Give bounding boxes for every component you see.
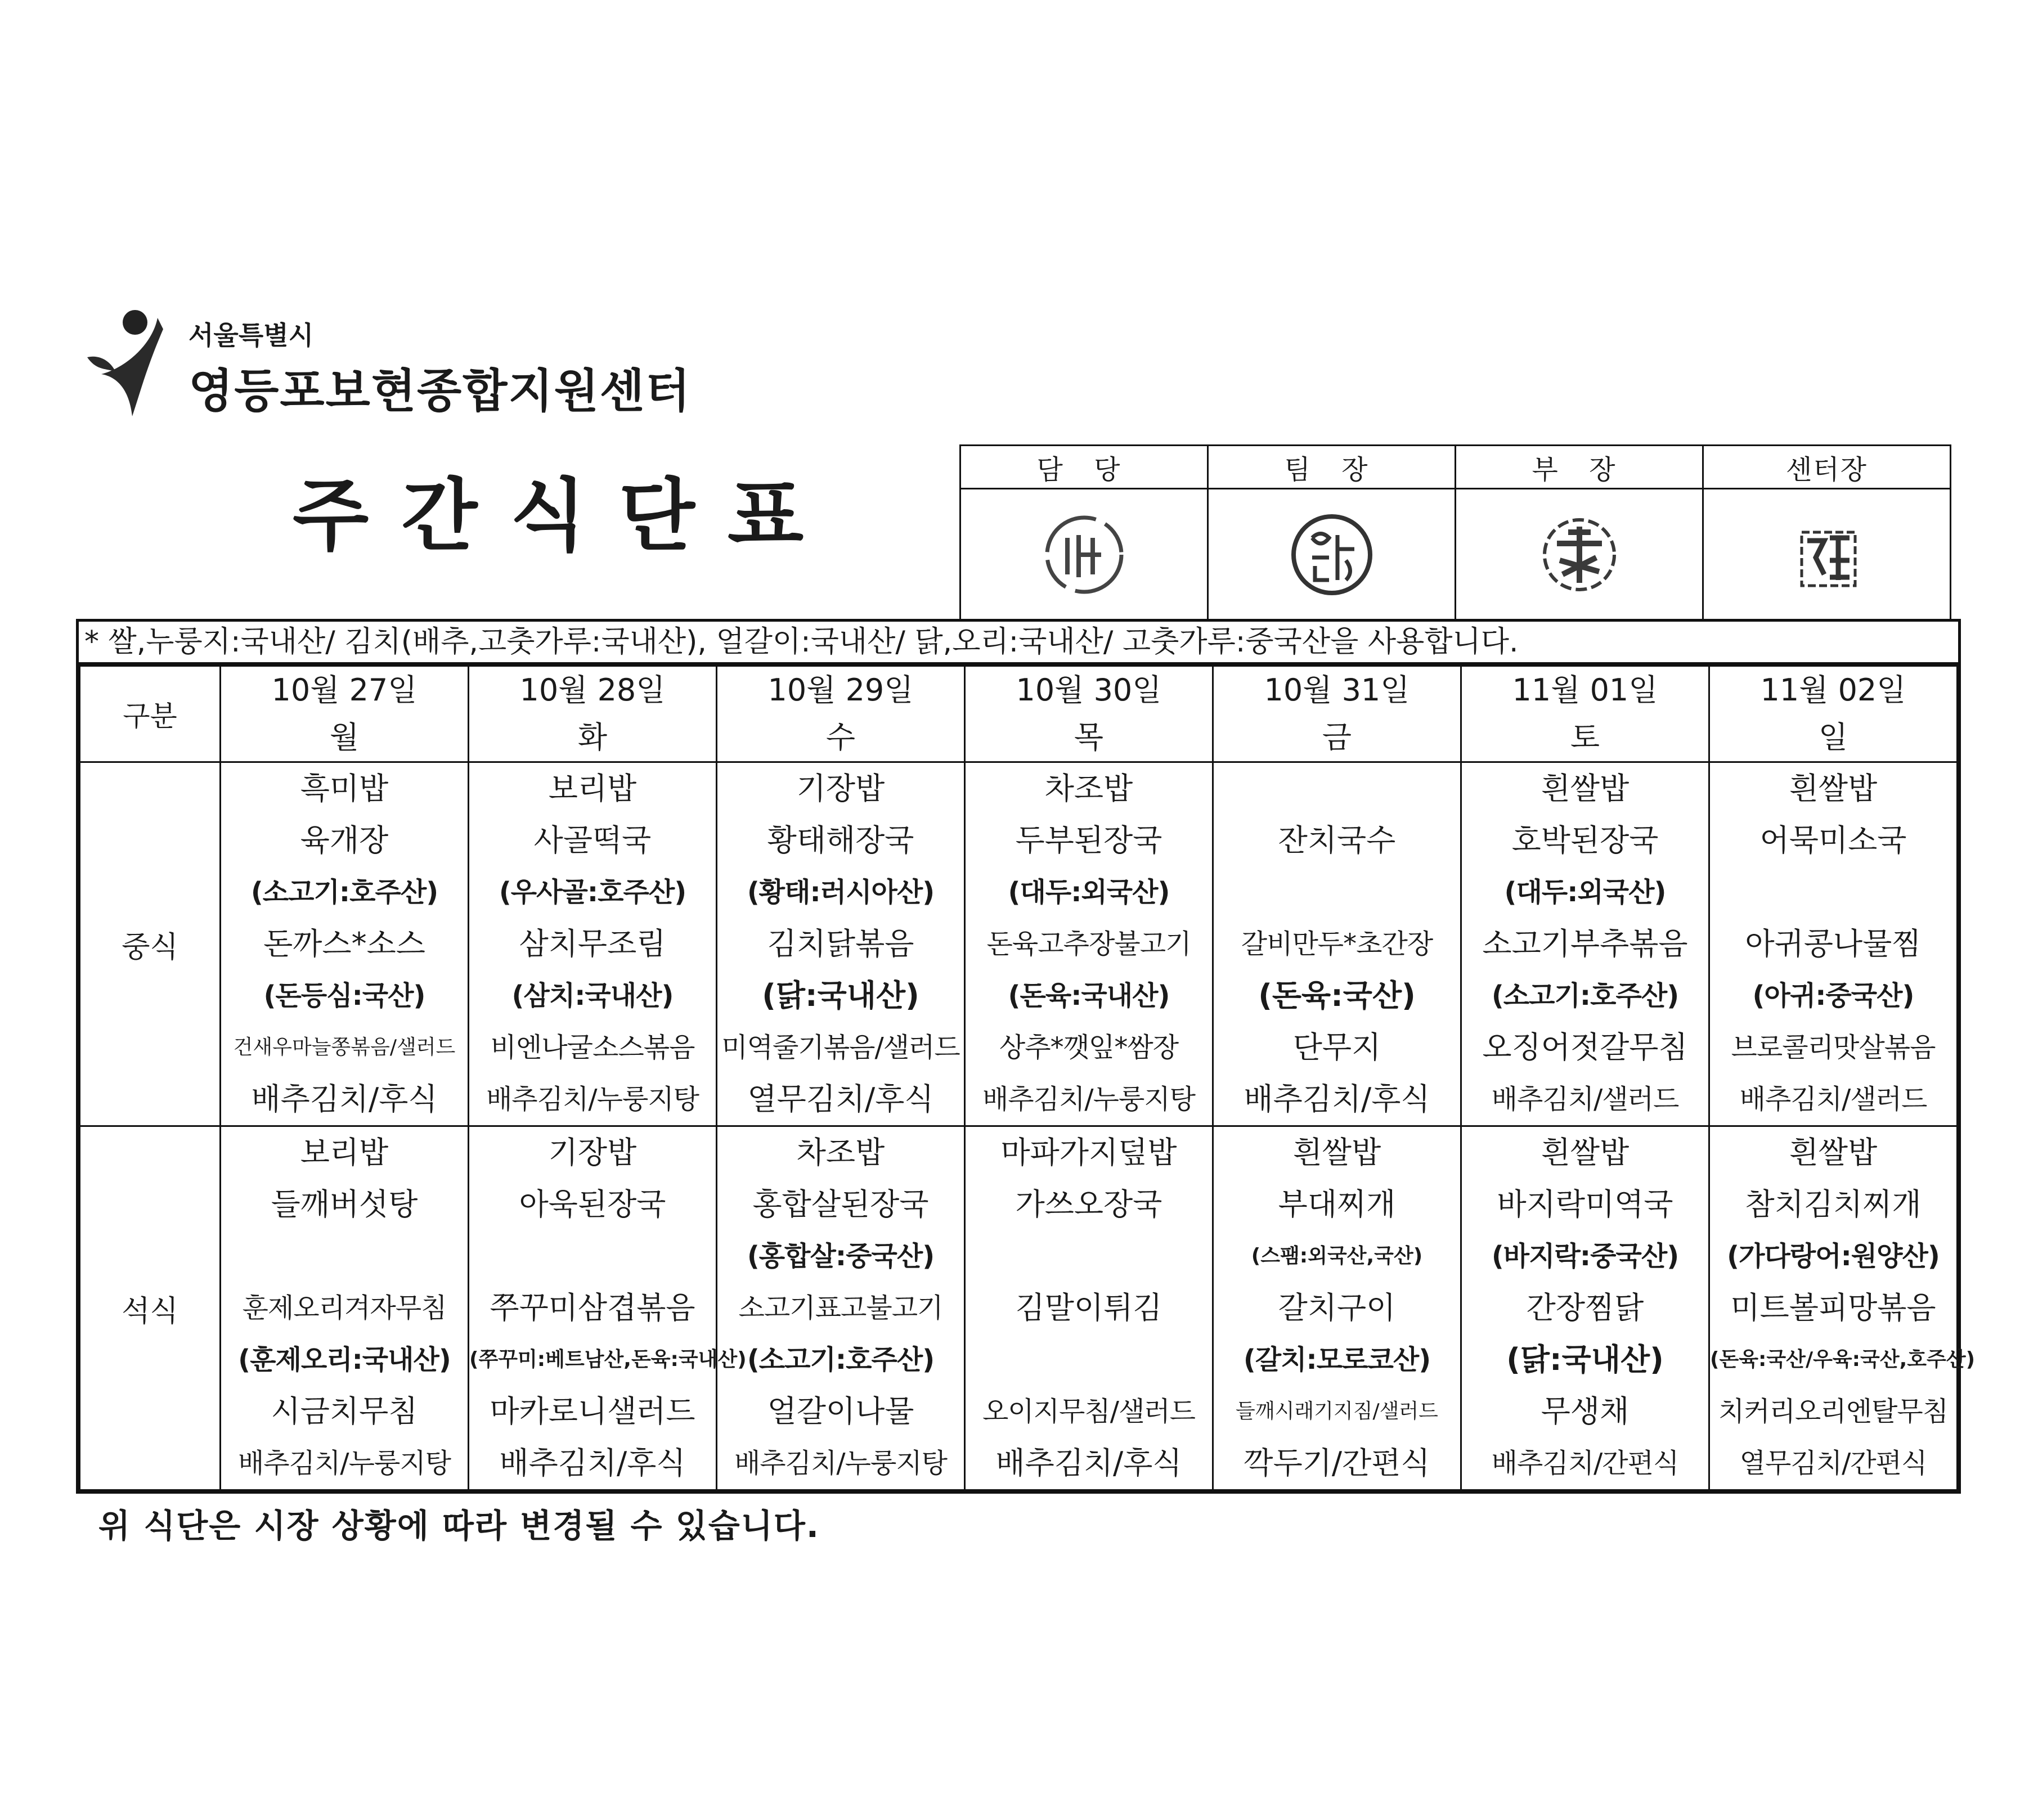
menu-footnote: 위 식단은 시장 상황에 따라 변경될 수 있습니다.	[98, 1507, 820, 1545]
origin-label: (닭:국내산)	[1506, 1342, 1664, 1377]
menu-item: 열무김치/간편식	[1739, 1448, 1927, 1479]
dinner-day-cell	[717, 1126, 965, 1490]
approval-stamp-cell	[1456, 489, 1703, 621]
menu-item: 흰쌀밥	[1541, 1135, 1630, 1170]
menu-item	[1710, 866, 1956, 918]
menu-item: 기장밥	[548, 1135, 637, 1170]
menu-item: 시금치무침	[271, 1394, 418, 1429]
menu-item: 마카로니샐러드	[490, 1394, 695, 1429]
approval-stamp-cell	[1208, 489, 1456, 621]
menu-item: 배추김치/후식	[1244, 1081, 1430, 1117]
lunch-label: 중식	[80, 762, 221, 1126]
menu-item: 간장찜닭	[1526, 1290, 1644, 1325]
origin-label: (황태:러시아산)	[747, 877, 935, 908]
menu-item: 배추김치/샐러드	[1491, 1084, 1679, 1115]
dinner-label: 석식	[80, 1126, 221, 1490]
day-header	[1709, 666, 1958, 762]
menu-item: 아욱된장국	[519, 1187, 666, 1222]
day-date: 10월 27일	[271, 672, 418, 708]
menu-item	[966, 1230, 1212, 1282]
menu-item: 들깨시래기지짐/샐러드	[1236, 1400, 1438, 1423]
origin-label: (소고기:호주산)	[747, 1344, 935, 1376]
menu-item	[469, 1230, 716, 1282]
seal-stamp-icon	[1529, 504, 1630, 605]
origin-label: (대두:외국산)	[1008, 877, 1170, 908]
menu-item: 단무지	[1292, 1030, 1381, 1065]
menu-item: 배추김치/후식	[499, 1445, 686, 1481]
seal-stamp-icon	[1034, 504, 1135, 605]
menu-item: 브로콜리맛살볶음	[1731, 1032, 1936, 1063]
day-of-week: 수	[825, 720, 856, 755]
day-date: 10월 31일	[1264, 672, 1410, 708]
menu-item: 부대찌개	[1278, 1187, 1396, 1222]
day-of-week: 목	[1074, 720, 1104, 755]
day-date: 10월 29일	[767, 672, 914, 708]
menu-item: 두부된장국	[1015, 823, 1162, 858]
menu-item: 열무김치/후식	[747, 1081, 934, 1117]
origin-label: (홍합살:중국산)	[747, 1241, 935, 1272]
menu-item: 비엔나굴소스볶음	[490, 1032, 695, 1063]
origin-notice: * 쌀,누룽지:국내산/ 김치(배추,고춧가루:국내산), 얼갈이:국내산/ 닭,오리:국내산/ 고춧가루:중국산을 사용합니다.	[79, 622, 1958, 665]
menu-item: 소고기표고불고기	[738, 1292, 943, 1324]
approval-label-manager: 부 장	[1456, 446, 1703, 489]
menu-item: 건새우마늘쫑볶음/샐러드	[233, 1036, 456, 1059]
menu-item: 보리밥	[300, 1135, 389, 1170]
menu-item: 잔치국수	[1278, 823, 1396, 858]
origin-label: (대두:외국산)	[1504, 877, 1666, 908]
weekly-menu	[76, 619, 1976, 1494]
origin-label: (소고기:호주산)	[250, 877, 438, 908]
origin-label: (돈등심:국산)	[263, 980, 425, 1012]
menu-item: 흑미밥	[300, 771, 389, 806]
day-header	[221, 666, 469, 762]
page-title: 주간식단표	[293, 470, 837, 562]
day-header	[469, 666, 717, 762]
menu-item: 흰쌀밥	[1292, 1135, 1381, 1170]
seal-stamp-icon	[1281, 504, 1382, 605]
menu-item: 갈치구이	[1278, 1290, 1396, 1325]
menu-item: 돈까스*소스	[263, 926, 425, 961]
origin-label: (스팸:외국산,국산)	[1251, 1244, 1423, 1268]
approval-stamp-cell	[960, 489, 1208, 621]
origin-label: (쭈꾸미:베트남산,돈육:국내산)	[469, 1348, 747, 1371]
day-header	[717, 666, 965, 762]
menu-item: 미트볼피망볶음	[1730, 1290, 1936, 1325]
menu-item: 보리밥	[548, 771, 637, 806]
origin-label: (돈육:국산)	[1258, 978, 1416, 1013]
day-of-week: 토	[1570, 720, 1600, 755]
menu-item	[1214, 866, 1460, 918]
menu-item: 배추김치/후식	[995, 1445, 1182, 1481]
menu-item	[1214, 763, 1460, 815]
menu-item: 사골떡국	[533, 823, 652, 858]
menu-item: 가쓰오장국	[1015, 1187, 1162, 1222]
menu-item: 흰쌀밥	[1789, 771, 1878, 806]
lunch-day-cell	[221, 762, 469, 1126]
menu-item: 배추김치/후식	[251, 1081, 438, 1117]
origin-label: (삼치:국내산)	[511, 980, 674, 1012]
dinner-day-cell	[1709, 1126, 1976, 1490]
seal-stamp-icon	[1776, 504, 1878, 605]
menu-item: 삼치무조림	[519, 926, 666, 961]
menu-item: 배추김치/누룽지탕	[734, 1448, 948, 1479]
menu-item: 김말이튀김	[1015, 1290, 1162, 1325]
menu-item: 김치닭볶음	[767, 926, 914, 961]
menu-item: 기장밥	[796, 771, 885, 806]
menu-item: 황태해장국	[767, 823, 914, 858]
menu-item: 배추김치/샐러드	[1739, 1084, 1927, 1115]
day-header	[1461, 666, 1709, 762]
approval-stamp-cell	[1703, 489, 1951, 621]
menu-item: 들깨버섯탕	[271, 1187, 418, 1222]
lunch-day-cell	[717, 762, 965, 1126]
lunch-day-cell	[469, 762, 717, 1126]
menu-item: 차조밥	[1044, 771, 1133, 806]
menu-item: 육개장	[300, 823, 389, 858]
day-date: 11월 01일	[1512, 672, 1658, 708]
approval-box	[959, 444, 1951, 622]
origin-label: (바지락:중국산)	[1491, 1241, 1679, 1272]
menu-item: 소고기부추볶음	[1482, 926, 1688, 961]
menu-item: 얼갈이나물	[767, 1394, 914, 1429]
header-row	[80, 666, 1958, 762]
menu-item: 미역줄기볶음/샐러드	[721, 1032, 960, 1063]
day-of-week: 금	[1322, 720, 1352, 755]
menu-item: 오징어젓갈무침	[1482, 1030, 1688, 1065]
origin-label: (가다랑어:원양산)	[1727, 1241, 1940, 1272]
menu-item: 배추김치/누룽지탕	[237, 1448, 451, 1479]
menu-item: 배추김치/누룽지탕	[982, 1084, 1196, 1115]
lunch-day-cell	[1709, 762, 1958, 1126]
menu-item: 배추김치/누룽지탕	[486, 1084, 699, 1115]
menu-item: 흰쌀밥	[1789, 1135, 1878, 1170]
dinner-day-cell	[221, 1126, 469, 1490]
day-of-week: 일	[1818, 720, 1848, 755]
menu-item: 갈비만두*초간장	[1241, 928, 1433, 960]
origin-label: (닭:국내산)	[762, 978, 919, 1013]
day-date: 10월 30일	[1016, 672, 1162, 708]
approval-label-staff: 담 당	[960, 446, 1208, 489]
menu-item: 배추김치/간편식	[1491, 1448, 1679, 1479]
menu-table	[79, 665, 1976, 1491]
day-date: 10월 28일	[519, 672, 666, 708]
menu-item: 깍두기/간편식	[1244, 1445, 1430, 1481]
menu-item: 오이지무침/샐러드	[982, 1396, 1196, 1427]
menu-item: 쭈꾸미삼겹볶음	[490, 1290, 695, 1325]
menu-item: 바지락미역국	[1497, 1187, 1673, 1222]
menu-item: 무생채	[1541, 1394, 1630, 1429]
menu-item	[966, 1334, 1212, 1386]
menu-item: 훈제오리겨자무침	[242, 1292, 447, 1324]
menu-item: 호박된장국	[1511, 823, 1659, 858]
dinner-day-cell	[1461, 1126, 1709, 1490]
day-date: 11월 02일	[1760, 672, 1906, 708]
origin-label: (갈치:모로코산)	[1243, 1344, 1431, 1376]
lunch-day-cell	[1213, 762, 1461, 1126]
menu-item: 홍합살된장국	[752, 1187, 929, 1222]
approval-label-director: 센터장	[1703, 446, 1951, 489]
origin-label: (돈육:국산/우육:국산,호주산)	[1710, 1348, 1976, 1371]
org-name: 영등포보현종합지원센터	[188, 365, 692, 418]
lunch-day-cell	[1461, 762, 1709, 1126]
menu-item: 마파가지덮밥	[1000, 1135, 1177, 1170]
origin-label: (소고기:호주산)	[1491, 980, 1679, 1012]
dinner-day-cell	[469, 1126, 747, 1490]
day-header	[1213, 666, 1461, 762]
menu-item: 흰쌀밥	[1541, 771, 1630, 806]
dinner-day-cell	[1213, 1126, 1461, 1490]
origin-label: (우사골:호주산)	[499, 877, 686, 908]
menu-item	[221, 1230, 468, 1282]
org-region: 서울특별시	[188, 320, 314, 350]
menu-item: 치커리오리엔탈무침	[1718, 1396, 1949, 1427]
day-of-week: 월	[329, 720, 360, 755]
origin-label: (훈제오리:국내산)	[238, 1344, 451, 1376]
center-logo-icon	[84, 307, 169, 419]
menu-item: 돈육고추장불고기	[986, 928, 1191, 960]
dinner-row	[80, 1126, 1958, 1490]
dinner-day-cell	[965, 1126, 1213, 1490]
menu-item: 어묵미소국	[1759, 823, 1907, 858]
gubun-header: 구분	[80, 666, 221, 762]
menu-item: 상추*깻잎*쌈장	[999, 1032, 1179, 1063]
approval-label-team-lead: 팀 장	[1208, 446, 1456, 489]
day-header	[965, 666, 1213, 762]
origin-label: (아귀:중국산)	[1752, 980, 1914, 1012]
menu-item: 차조밥	[796, 1135, 885, 1170]
lunch-day-cell	[965, 762, 1213, 1126]
menu-item: 참치김치찌개	[1745, 1187, 1922, 1222]
menu-item: 아귀콩나물찜	[1745, 926, 1922, 961]
origin-label: (돈육:국내산)	[1008, 980, 1170, 1012]
lunch-row	[80, 762, 1958, 1126]
day-of-week: 화	[577, 720, 608, 755]
